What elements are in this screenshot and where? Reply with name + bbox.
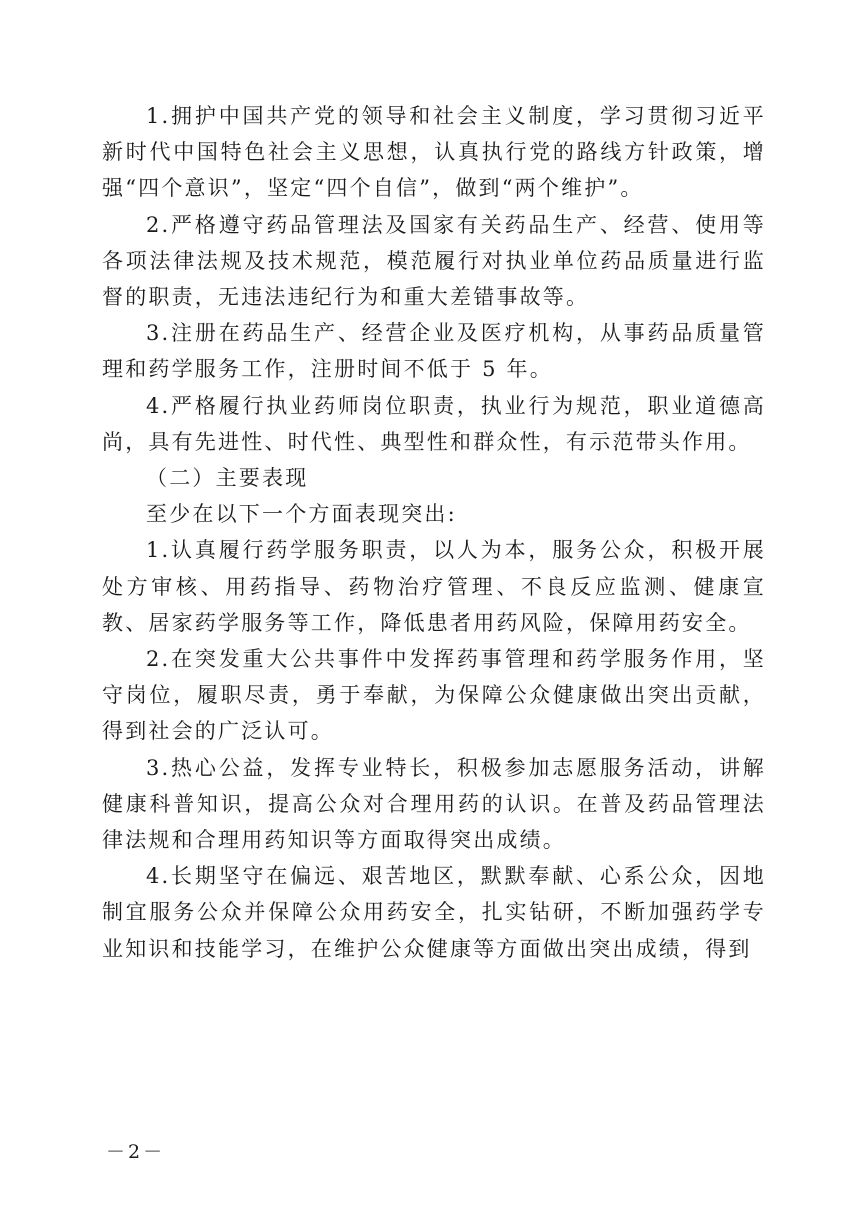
performance-paragraph-4: 4.长期坚守在偏远、艰苦地区，默默奉献、心系公众，因地制宜服务公众并保障公众用药安全，扎实钻研，不断加强药学专业知识和技能学习，在维护公众健康等方面做出突出成绩，得到 bbox=[102, 864, 766, 961]
performance-paragraph-3: 3.热心公益，发挥专业特长，积极参加志愿服务活动，讲解健康科普知识，提高公众对合理用药的认识。在普及药品管理法律法规和合理用药知识等方面取得突出成绩。 bbox=[102, 755, 766, 853]
requirement-paragraph-1: 1.拥护中国共产党的领导和社会主义制度，学习贯彻习近平新时代中国特色社会主义思想，认真执行党的路线方针政策，增强“四个意识”，坚定“四个自信”，做到“两个维护”。 bbox=[102, 104, 766, 201]
section-intro: 至少在以下一个方面表现突出: bbox=[146, 502, 457, 527]
section-heading: （二）主要表现 bbox=[146, 466, 309, 491]
document-page bbox=[102, 98, 766, 967]
requirement-paragraph-2: 2.严格遵守药品管理法及国家有关药品生产、经营、使用等各项法律法规及技术规范，模范履行对执业单位药品质量进行监督的职责，无违法违纪行为和重大差错事故等。 bbox=[102, 212, 766, 310]
page-number: －2－ bbox=[106, 1141, 166, 1163]
performance-paragraph-1: 1.认真履行药学服务职责，以人为本，服务公众，积极开展处方审核、用药指导、药物治疗管理、不良反应监测、健康宣教、居家药学服务等工作，降低患者用药风险，保障用药安全。 bbox=[102, 538, 766, 635]
performance-paragraph-2: 2.在突发重大公共事件中发挥药事管理和药学服务作用，坚守岗位，履职尽责，勇于奉献，为保障公众健康做出突出贡献，得到社会的广泛认可。 bbox=[102, 647, 766, 744]
requirement-paragraph-4: 4.严格履行执业药师岗位职责，执业行为规范，职业道德高尚，具有先进性、时代性、典型性和群众性，有示范带头作用。 bbox=[102, 393, 766, 454]
requirement-paragraph-3: 3.注册在药品生产、经营企业及医疗机构，从事药品质量管理和药学服务工作，注册时间不低于 5 年。 bbox=[102, 321, 766, 382]
